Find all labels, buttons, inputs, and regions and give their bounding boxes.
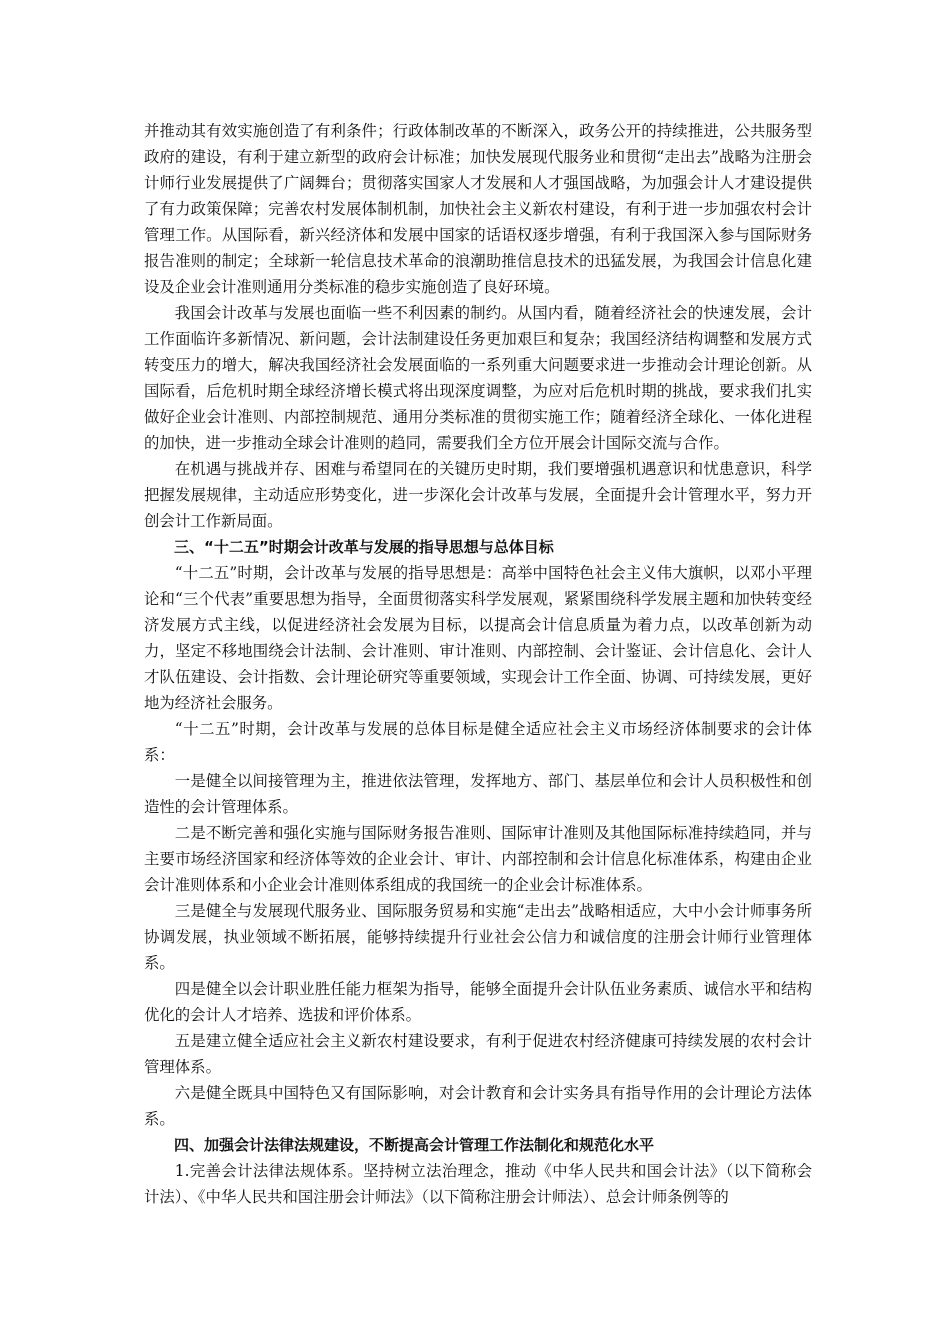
list-item-goal-1: 一是健全以间接管理为主，推进依法管理，发挥地方、部门、基层单位和会计人员积极性和创造性的会计管理体系。 — [144, 772, 812, 816]
paragraph-opportunities-continued: 并推动其有效实施创造了有利条件；行政体制改革的不断深入，政务公开的持续推进，公共服务型政府的建设，有利于建立新型的政府会计标准；加快发展现代服务业和贯彻“走出去”战略为注册会计师行业发展提供了广阔舞台；贯彻落实国家人才发展和人才强国战略，为加强会计人才建设提供了有力政策保障；完善农村发展体制机制，加快社会主义新农村建设，有利于进一步加强农村会计管理工作。从国际看，新兴经济体和发展中国家的话语权逐步增强，有利于我国深入参与国际财务报告准则的制定；全球新一轮信息技术革命的浪潮助推信息技术的迅猛发展，为我国会计信息化建设及企业会计准则通用分类标准的稳步实施创造了良好环境。 — [144, 122, 812, 296]
list-item-goal-4: 四是健全以会计职业胜任能力框架为指导，能够全面提升会计队伍业务素质、诚信水平和结构优化的会计人才培养、选拔和评价体系。 — [144, 980, 812, 1024]
section-heading-3: 三、“十二五”时期会计改革与发展的指导思想与总体目标 — [174, 538, 554, 556]
list-item-goal-3: 三是健全与发展现代服务业、国际服务贸易和实施“走出去”战略相适应，大中小会计师事务所协调发展，执业领域不断拓展，能够持续提升行业社会公信力和诚信度的注册会计师行业管理体系。 — [144, 902, 812, 972]
list-item-goal-5: 五是建立健全适应社会主义新农村建设要求，有利于促进农村经济健康可持续发展的农村会计管理体系。 — [144, 1032, 812, 1076]
list-item-goal-6: 六是健全既具中国特色又有国际影响，对会计教育和会计实务具有指导作用的会计理论方法体系。 — [144, 1084, 812, 1128]
paragraph-overall-goal: “十二五”时期，会计改革与发展的总体目标是健全适应社会主义市场经济体制要求的会计体系： — [144, 720, 812, 764]
section-heading-4: 四、加强会计法律法规建设，不断提高会计管理工作法制化和规范化水平 — [174, 1136, 655, 1154]
paragraph-constraints: 我国会计改革与发展也面临一些不利因素的制约。从国内看，随着经济社会的快速发展，会计工作面临许多新情况、新问题，会计法制建设任务更加艰巨和复杂；我国经济结构调整和发展方式转变压力的增大，解决我国经济社会发展面临的一系列重大问题要求进一步推动会计理论创新。从国际看，后危机时期全球经济增长模式将出现深度调整，为应对后危机时期的挑战，要求我们扎实做好企业会计准则、内部控制规范、通用分类标准的贯彻实施工作；随着经济全球化、一体化进程的加快，进一步推动全球会计准则的趋同，需要我们全方位开展会计国际交流与合作。 — [144, 304, 812, 452]
paragraph-guiding-ideology: “十二五”时期，会计改革与发展的指导思想是：高举中国特色社会主义伟大旗帜，以邓小平理论和“三个代表”重要思想为指导，全面贯彻落实科学发展观，紧紧围绕科学发展主题和加快转变经济发展方式主线，以促进经济社会发展为目标，以提高会计信息质量为着力点，以改革创新为动力，坚定不移地围绕会计法制、会计准则、审计准则、内部控制、会计鉴证、会计信息化、会计人才队伍建设、会计指数、会计理论研究等重要领域，实现会计工作全面、协调、可持续发展，更好地为经济社会服务。 — [144, 564, 812, 712]
document-body — [144, 118, 812, 1210]
paragraph-legal-system: 1.完善会计法律法规体系。坚持树立法治理念，推动《中华人民共和国会计法》（以下简称会计法）、《中华人民共和国注册会计师法》（以下简称注册会计师法）、总会计师条例等的 — [144, 1162, 812, 1206]
paragraph-critical-period: 在机遇与挑战并存、困难与希望同在的关键历史时期，我们要增强机遇意识和忧患意识，科学把握发展规律，主动适应形势变化，进一步深化会计改革与发展，全面提升会计管理水平，努力开创会计工作新局面。 — [144, 460, 812, 530]
list-item-goal-2: 二是不断完善和强化实施与国际财务报告准则、国际审计准则及其他国际标准持续趋同，并与主要市场经济国家和经济体等效的企业会计、审计、内部控制和会计信息化标准体系，构建由企业会计准则体系和小企业会计准则体系组成的我国统一的企业会计标准体系。 — [144, 824, 812, 894]
